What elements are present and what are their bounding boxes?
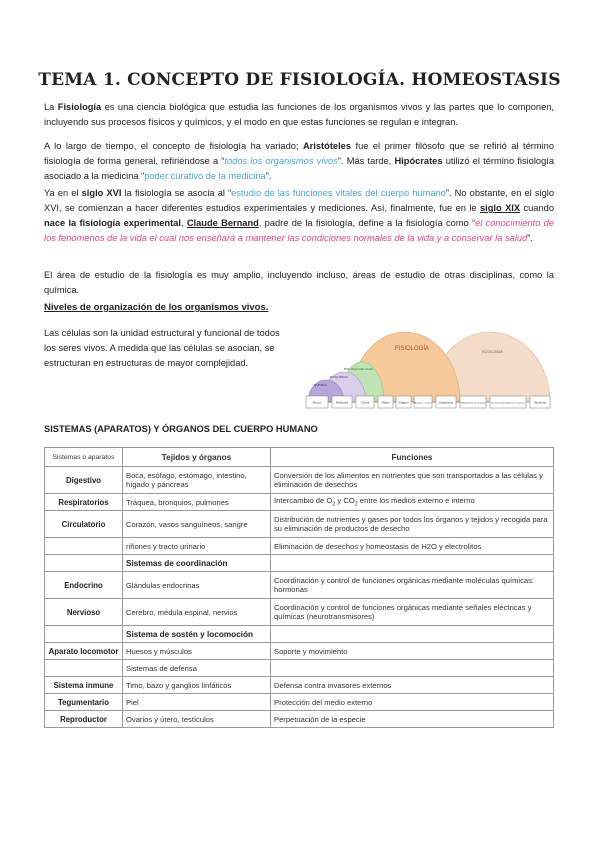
table-row xyxy=(45,694,554,711)
label-bioquimica: BIOQUÍMICA xyxy=(330,375,349,379)
level-step xyxy=(460,396,489,408)
functions-cell: Eliminación de desechos y homeostasis de H2O y electrolitos xyxy=(271,538,554,555)
table-row xyxy=(45,538,554,555)
label-fisiologia: FISIOLOGÍA xyxy=(395,346,430,352)
level-step xyxy=(306,396,331,408)
table-row xyxy=(45,494,554,511)
table-category-row xyxy=(45,555,554,572)
level-step xyxy=(396,396,414,408)
text: y CO xyxy=(335,496,355,506)
functions-cell xyxy=(271,660,554,677)
name-aristoteles: Aristóteles xyxy=(302,141,352,151)
term-fisiologia-experimental: nace la fisiología experimental xyxy=(44,218,181,228)
level-step xyxy=(414,396,435,408)
table-category-row xyxy=(45,626,554,643)
term-siglo-xvi: siglo XVI xyxy=(81,188,122,198)
level-step-label: Ecosistema de diferentes especies xyxy=(491,402,525,405)
level-step xyxy=(490,396,529,408)
quote-bernard-definition: el conocimiento de los fenómenos de la vida el cual nos enseñará a mantener las condiciones normales de la vida y a conservar la salud xyxy=(44,218,554,243)
category-cell: Sistemas de coordinación xyxy=(123,555,271,572)
level-step-label: Aparato o sistema xyxy=(414,402,432,405)
functions-cell: Coordinación y control de funciones orgánicas mediante señales eléctricas y químicas (neurotransmisores) xyxy=(271,599,554,626)
system-cell: Respiratorios xyxy=(45,494,123,511)
text: fue el primer filósofo que se refirió al término fisiología de forma general, refiriéndose a “ xyxy=(44,141,554,166)
empty-cell xyxy=(271,555,554,572)
empty-cell xyxy=(45,555,123,572)
systems-title: SISTEMAS (APARATOS) Y ÓRGANOS DEL CUERPO HUMANO xyxy=(44,424,318,434)
functions-cell xyxy=(271,494,554,511)
category-cell: Sistema de sostén y locomoción xyxy=(123,626,271,643)
empty-cell xyxy=(45,626,123,643)
system-cell: Nervioso xyxy=(45,599,123,626)
text: utilizó el término fisiología asociado a la medicina “ xyxy=(44,156,555,181)
label-quimica: QUÍMICA xyxy=(314,383,327,387)
level-step-label: Molécula xyxy=(335,400,349,405)
text: ”. xyxy=(527,233,533,243)
level-step xyxy=(530,396,550,408)
tissues-cell: Huesos y músculos xyxy=(123,643,271,660)
table-row xyxy=(45,467,554,494)
system-cell: Sistema inmune xyxy=(45,677,123,694)
quote-organismos-vivos: todos los organismos vivos xyxy=(224,156,338,166)
page-title: TEMA 1. CONCEPTO DE FISIOLOGÍA. HOMEOSTASIS xyxy=(38,70,561,90)
level-step-label: Tejido xyxy=(381,400,390,405)
tissues-cell: Boca, esófago, estómago, intestino, hígado y páncreas xyxy=(123,467,271,494)
table-row xyxy=(45,599,554,626)
system-cell: Aparato locomotor xyxy=(45,643,123,660)
name-hipocrates: Hipócrates xyxy=(394,156,443,166)
text: ”. Más tarde, xyxy=(337,156,395,166)
text: Intercambio de O xyxy=(274,496,333,506)
level-step-label: Población de una especie xyxy=(460,402,486,405)
level-step-label: Órgano xyxy=(398,400,409,405)
table-row xyxy=(45,711,554,728)
diagram-steps xyxy=(306,396,550,408)
table-row xyxy=(45,572,554,599)
header-funciones: Funciones xyxy=(271,448,554,467)
quote-poder-curativo: poder curativo de la medicina xyxy=(144,171,266,181)
text: la fisiología se asocia al “ xyxy=(121,188,232,198)
systems-table xyxy=(44,447,554,728)
label-biologia-celular: BIOLOGÍA CELULAR xyxy=(344,367,373,371)
text: es una ciencia biológica que estudia las funciones de los organismos vivos y las partes que lo componen, incluyendo sus procesos físicos y químicos, y el modo en que estas funciones se regulan e integran. xyxy=(44,102,554,127)
text: Ya en el xyxy=(44,188,82,198)
text: A lo largo de tiempo, el concepto de fisiología ha variado; xyxy=(44,141,303,151)
text: cuando xyxy=(520,203,554,213)
header-sistemas: Sistemas o aparatos xyxy=(45,448,123,467)
level-step xyxy=(378,396,396,408)
scope-paragraph: El área de estudio de la fisiología es muy amplio, incluyendo incluso, áreas de estudio de otras disciplinas, como la química. xyxy=(44,270,554,295)
level-step-label: Organismo xyxy=(438,400,454,405)
name-claude-bernand: Claude Bernand xyxy=(186,218,259,228)
subscript: 2 xyxy=(354,501,358,508)
system-cell xyxy=(45,660,123,677)
label-ecologia: ECOLOGÍA xyxy=(482,349,503,354)
table-row xyxy=(45,511,554,538)
system-cell: Circulatorio xyxy=(45,511,123,538)
system-cell: Endocrino xyxy=(45,572,123,599)
organization-levels-diagram xyxy=(300,320,560,420)
tissues-cell: Timo, bazo y ganglios linfáticos xyxy=(123,677,271,694)
tissues-cell: Corazón, vasos sanguíneos, sangre xyxy=(123,511,271,538)
text: La xyxy=(44,102,58,112)
history-paragraph xyxy=(44,139,554,184)
text: ”. No obstante, en el siglo XVI, se comienzan a hacer diferentes estudios experimentales y mediciones. Así, finalmente, fue en le xyxy=(44,188,554,213)
levels-section-title: Niveles de organización de los organismos vivos. xyxy=(44,302,269,313)
text: ”. xyxy=(265,171,272,181)
system-cell: Digestivo xyxy=(45,467,123,494)
tissues-cell: Tráquea, bronquios, pulmones xyxy=(123,494,271,511)
table-row xyxy=(45,660,554,677)
text: , padre de la fisiología, define a la fisiología como “ xyxy=(258,218,476,228)
level-step-label: Célula xyxy=(360,400,370,405)
system-cell: Tegumentario xyxy=(45,694,123,711)
header-tejidos: Tejidos y órganos xyxy=(123,448,271,467)
tissues-cell: Piel xyxy=(123,694,271,711)
functions-cell: Coordinación y control de funciones orgánicas mediante moléculas químicas: hormonas xyxy=(271,572,554,599)
centuries-paragraph xyxy=(44,186,554,246)
system-cell xyxy=(45,538,123,555)
table-row xyxy=(45,677,554,694)
functions-cell: Conversión de los alimentos en nutrientes que son transportados a las células y eliminación de desechos xyxy=(271,467,554,494)
subscript: 2 xyxy=(332,501,336,508)
term-fisiologia: Fisiología xyxy=(57,102,102,112)
text: , xyxy=(180,218,187,228)
functions-cell: Distribución de nutrientes y gases por todos los órganos y tejidos y recogida para su eliminación de productos de desecho xyxy=(271,511,554,538)
intro-paragraph xyxy=(44,100,554,130)
functions-cell: Soporte y movimiento xyxy=(271,643,554,660)
table-header-row xyxy=(45,448,554,467)
level-step xyxy=(436,396,459,408)
tissues-cell: Glándulas endocrinas xyxy=(123,572,271,599)
tissues-cell: Sistemas de defensa xyxy=(123,660,271,677)
term-siglo-xix: siglo XIX xyxy=(480,203,521,213)
tissues-cell: Cerebro, médula espinal, nervios xyxy=(123,599,271,626)
empty-cell xyxy=(271,626,554,643)
tissues-cell: Ovarios y útero, testículos xyxy=(123,711,271,728)
quote-funciones-vitales: estudio de las funciones vitales del cuerpo humano xyxy=(231,188,446,198)
level-step xyxy=(356,396,377,408)
level-step-label: Átomo xyxy=(312,400,322,405)
functions-cell: Perpetuación de la especie xyxy=(271,711,554,728)
text: entre los medios externo e interno xyxy=(357,496,475,506)
functions-cell: Protección del medio externo xyxy=(271,694,554,711)
functions-cell: Defensa contra invasores externos xyxy=(271,677,554,694)
level-step xyxy=(332,396,355,408)
system-cell: Reproductor xyxy=(45,711,123,728)
level-step-label: Biosfera xyxy=(534,400,546,405)
tissues-cell: riñones y tracto urinario xyxy=(123,538,271,555)
table-row xyxy=(45,643,554,660)
levels-paragraph: Las células son la unidad estructural y funcional de todos los seres vivos. A medida que las células se asocian, se estructuran en estructuras de mayor complejidad. xyxy=(44,328,280,368)
